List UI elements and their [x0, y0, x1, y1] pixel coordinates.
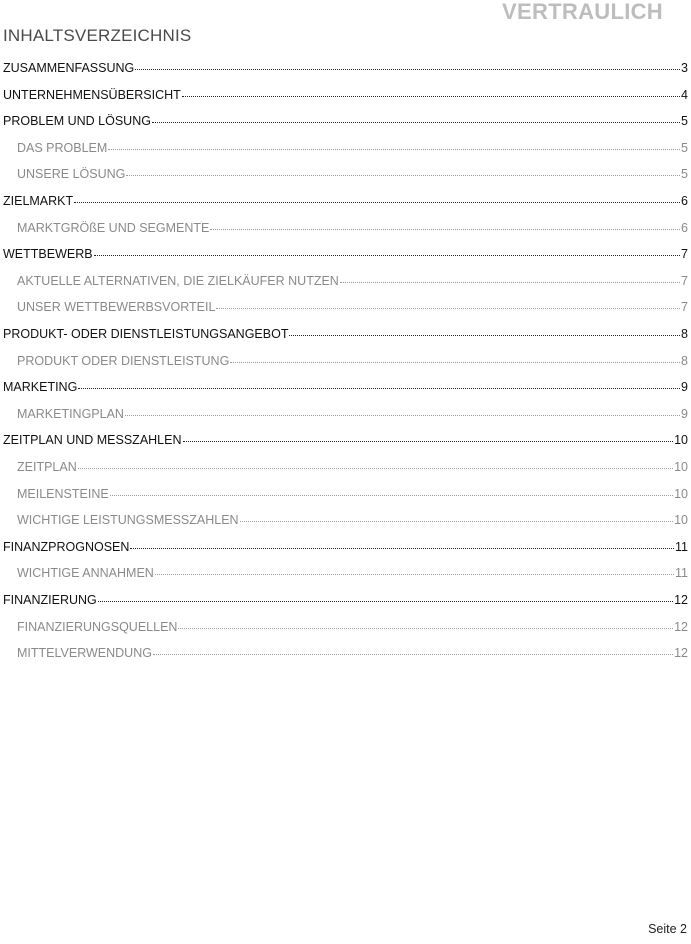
toc-entry-label: FINANZIERUNG	[3, 593, 97, 607]
dot-leader	[210, 219, 680, 230]
toc-entry-page: 10	[674, 460, 688, 474]
dot-leader	[108, 139, 680, 150]
dot-leader	[153, 644, 673, 655]
confidential-stamp: VERTRAULICH	[502, 0, 663, 24]
toc-entry-page: 10	[674, 433, 688, 448]
toc-entry-page: 10	[674, 513, 688, 528]
dot-leader	[126, 165, 680, 176]
dot-leader	[240, 511, 674, 522]
toc-entry[interactable]	[17, 487, 688, 507]
dot-leader	[152, 112, 680, 123]
toc-entry-page: 4	[681, 87, 688, 102]
toc-entry-label: UNSERE LÖSUNG	[17, 167, 126, 182]
toc-entry-label: DAS PROBLEM	[17, 140, 108, 155]
dot-leader	[178, 618, 673, 629]
toc-entry-label: MARKTGRÖßE UND SEGMENTE	[17, 220, 210, 235]
toc-entry-label: PROBLEM UND LÖSUNG	[3, 114, 151, 129]
toc-entry-label: WETTBEWERB	[3, 247, 93, 262]
dot-leader	[98, 591, 673, 602]
toc-entry[interactable]	[3, 433, 688, 453]
toc-entry[interactable]	[3, 327, 688, 347]
page-number: Seite 2	[648, 922, 687, 936]
toc-entry-label: WICHTIGE LEISTUNGSMESSZAHLEN	[17, 513, 239, 528]
toc-entry-page: 3	[681, 61, 688, 75]
toc-entry-page: 11	[675, 539, 688, 554]
toc-entry[interactable]	[3, 114, 688, 134]
toc-entry-page: 8	[681, 327, 688, 341]
toc-entry[interactable]	[17, 513, 688, 533]
toc-entry-label: MITTELVERWENDUNG	[17, 646, 152, 661]
toc-entry[interactable]	[3, 540, 688, 560]
toc-entry-label: ZEITPLAN	[17, 460, 77, 474]
dot-leader	[125, 405, 680, 416]
toc-entry[interactable]	[3, 61, 688, 81]
toc-entry[interactable]	[17, 167, 688, 187]
toc-entry-label: AKTUELLE ALTERNATIVEN, DIE ZIELKÄUFER NUTZEN	[17, 273, 339, 288]
toc-entry[interactable]	[3, 247, 688, 267]
toc-entry[interactable]	[17, 407, 688, 427]
toc-entry-page: 11	[675, 566, 688, 581]
toc-entry[interactable]	[17, 300, 688, 320]
toc-entry[interactable]	[3, 194, 688, 214]
toc-entry-page: 7	[681, 273, 688, 288]
dot-leader	[110, 485, 673, 496]
toc-entry-page: 6	[681, 220, 688, 235]
dot-leader	[94, 245, 680, 256]
toc-entry-page: 12	[674, 646, 688, 661]
toc-entry[interactable]	[17, 646, 688, 666]
toc-entry-label: WICHTIGE ANNAHMEN	[17, 566, 154, 581]
toc-entry[interactable]	[17, 141, 688, 161]
dot-leader	[230, 352, 680, 363]
toc-entry-label: MEILENSTEINE	[17, 486, 109, 501]
toc-entry-label: ZUSAMMENFASSUNG	[3, 61, 135, 75]
toc-entry-label: ZEITPLAN UND MESSZAHLEN	[3, 433, 182, 448]
toc-entry-page: 12	[674, 593, 688, 607]
toc-entry-page: 5	[681, 167, 688, 182]
toc-entry-page: 10	[674, 486, 688, 501]
toc-entry[interactable]	[17, 274, 688, 294]
toc-entry-label: PRODUKT ODER DIENSTLEISTUNG	[17, 353, 230, 368]
toc-entry[interactable]	[17, 620, 688, 640]
toc-entry[interactable]	[3, 88, 688, 108]
dot-leader	[78, 378, 680, 389]
toc-entry-page: 5	[681, 140, 688, 155]
toc-entry-page: 5	[681, 114, 688, 129]
toc-entry[interactable]	[17, 354, 688, 374]
dot-leader	[289, 325, 680, 336]
toc-entry-page: 7	[681, 300, 688, 315]
toc-entry-label: MARKETING	[3, 380, 78, 395]
toc-title: INHALTSVERZEICHNIS	[3, 26, 192, 45]
toc-entry[interactable]	[17, 221, 688, 241]
toc-entry-page: 8	[681, 353, 688, 368]
toc-entry[interactable]	[17, 460, 688, 480]
dot-leader	[135, 59, 680, 70]
dot-leader	[182, 86, 680, 97]
dot-leader	[130, 538, 674, 549]
toc-entry-label: PRODUKT- ODER DIENSTLEISTUNGSANGEBOT	[3, 327, 289, 341]
dot-leader	[155, 564, 674, 575]
dot-leader	[216, 298, 680, 309]
dot-leader	[183, 431, 674, 442]
dot-leader	[78, 458, 673, 469]
toc-entry-label: UNTERNEHMENSÜBERSICHT	[3, 87, 181, 102]
toc-entry[interactable]	[3, 380, 688, 400]
toc-entry-page: 9	[681, 406, 688, 421]
toc-entry-label: ZIELMARKT	[3, 194, 74, 208]
toc-entry-label: UNSER WETTBEWERBSVORTEIL	[17, 300, 216, 315]
toc-entry-page: 7	[681, 247, 688, 262]
toc-entry-page: 6	[681, 194, 688, 208]
toc-entry[interactable]	[3, 593, 688, 613]
toc-entry-label: FINANZPROGNOSEN	[3, 539, 130, 554]
toc-entry[interactable]	[17, 566, 688, 586]
dot-leader	[340, 272, 680, 283]
toc-entry-page: 12	[674, 619, 688, 634]
dot-leader	[74, 192, 680, 203]
toc-entry-label: FINANZIERUNGSQUELLEN	[17, 619, 178, 634]
toc-entry-page: 9	[681, 380, 688, 395]
toc-entry-label: MARKETINGPLAN	[17, 406, 124, 421]
